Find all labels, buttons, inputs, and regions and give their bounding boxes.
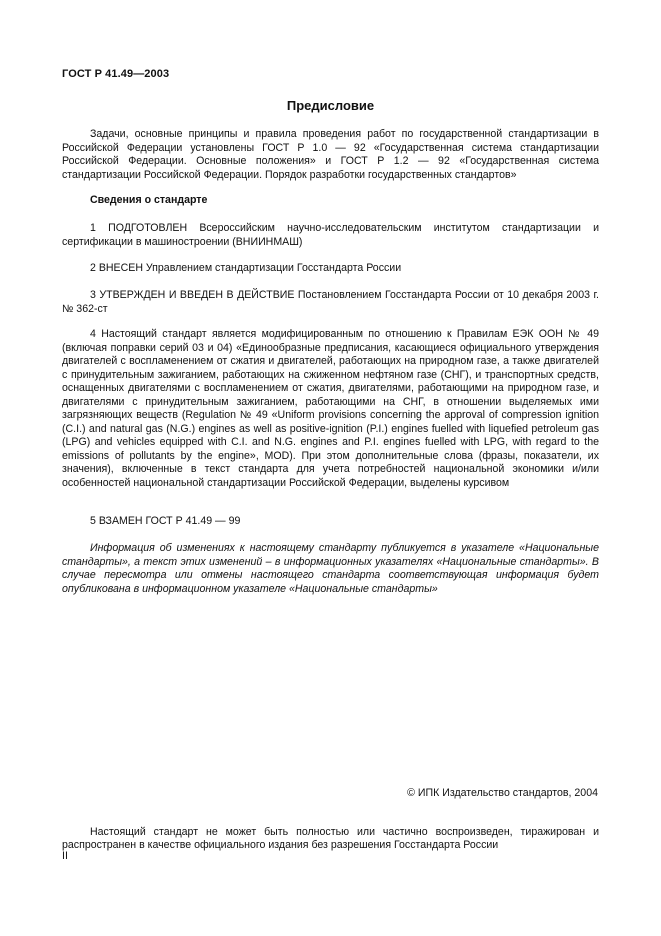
item-introduced-by: 2 ВНЕСЕН Управлением стандартизации Госстандарта России bbox=[90, 262, 402, 274]
item-approved: 3 УТВЕРЖДЕН И ВВЕДЕН В ДЕЙСТВИЕ Постановлением Госстандарта России от 10 декабря 2003 г. № 362-ст bbox=[62, 289, 599, 315]
preface-title: Предисловие bbox=[286, 98, 375, 113]
document-code-header: ГОСТ Р 41.49—2003 bbox=[62, 68, 170, 80]
page-number: II bbox=[62, 850, 68, 862]
item-modification-info: 4 Настоящий стандарт является модифицированным по отношению к Правилам ЕЭК ООН № 49 (включая поправки серий 03 и 04) «Единообразные предписания, касающиеся официального утверждения двигателей с воспламенением от сжатия и двигателей, работающих на природном газе, а также двигателей с принудительным зажиганием, работающих на сжиженном нефтяном газе (СНГ), и транспортных средств, оснащенных двигателями с воспламенением от сжатия, двигателями, работающими на природном газе, и двигателями с принудительным зажиганием, работающими на СНГ, в отношении выделяемых ими загрязняющих веществ (Regulation № 49 «Uniform provisions concerning the approval of compression ignition (C.I.) and natural gas (N.G.) engines as well as positive-ignition (P.I.) engines fuelled with liquefied petroleum gas (LPG) and vehicles equipped with C.I. and N.G. engines and P.I. engines fuelled with LPG, with regard to the emissions of pollutants by the engine», MOD). При этом дополнительные слова (фразы, показатели, их значения), включенные в текст стандарта для учета потребностей национальной экономики и/или особенностей национальной стандартизации Российской Федерации, выделены курсивом bbox=[62, 328, 599, 489]
item-prepared-by: 1 ПОДГОТОВЛЕН Всероссийским научно-исследовательским институтом стандартизации и сертификации в машиностроении (ВНИИНМАШ) bbox=[62, 222, 599, 248]
reproduction-notice: Настоящий стандарт не может быть полностью или частично воспроизведен, тиражирован и распространен в качестве официального издания без разрешения Госстандарта России bbox=[62, 825, 599, 852]
item-replaces: 5 ВЗАМЕН ГОСТ Р 41.49 — 99 bbox=[90, 515, 241, 527]
changes-information-note: Информация об изменениях к настоящему стандарту публикуется в указателе «Национальные стандарты», а текст этих изменений – в информационных указателях «Национальные стандарты». В случае пересмотра или отмены настоящего стандарта соответствующая информация будет опубликована в информационном указателе «Национальные стандарты» bbox=[62, 542, 599, 595]
copyright-line: © ИПК Издательство стандартов, 2004 bbox=[407, 787, 598, 799]
section-heading: Сведения о стандарте bbox=[90, 194, 208, 206]
preface-intro-paragraph: Задачи, основные принципы и правила проведения работ по государственной стандартизации в Российской Федерации установлены ГОСТ Р 1.0 — 92 «Государственная система стандартизации Российской Федерации. Основные положения» и ГОСТ Р 1.2 — 92 «Государственная система стандартизации Российской Федерации. Порядок разработки государственных стандартов» bbox=[62, 128, 599, 181]
